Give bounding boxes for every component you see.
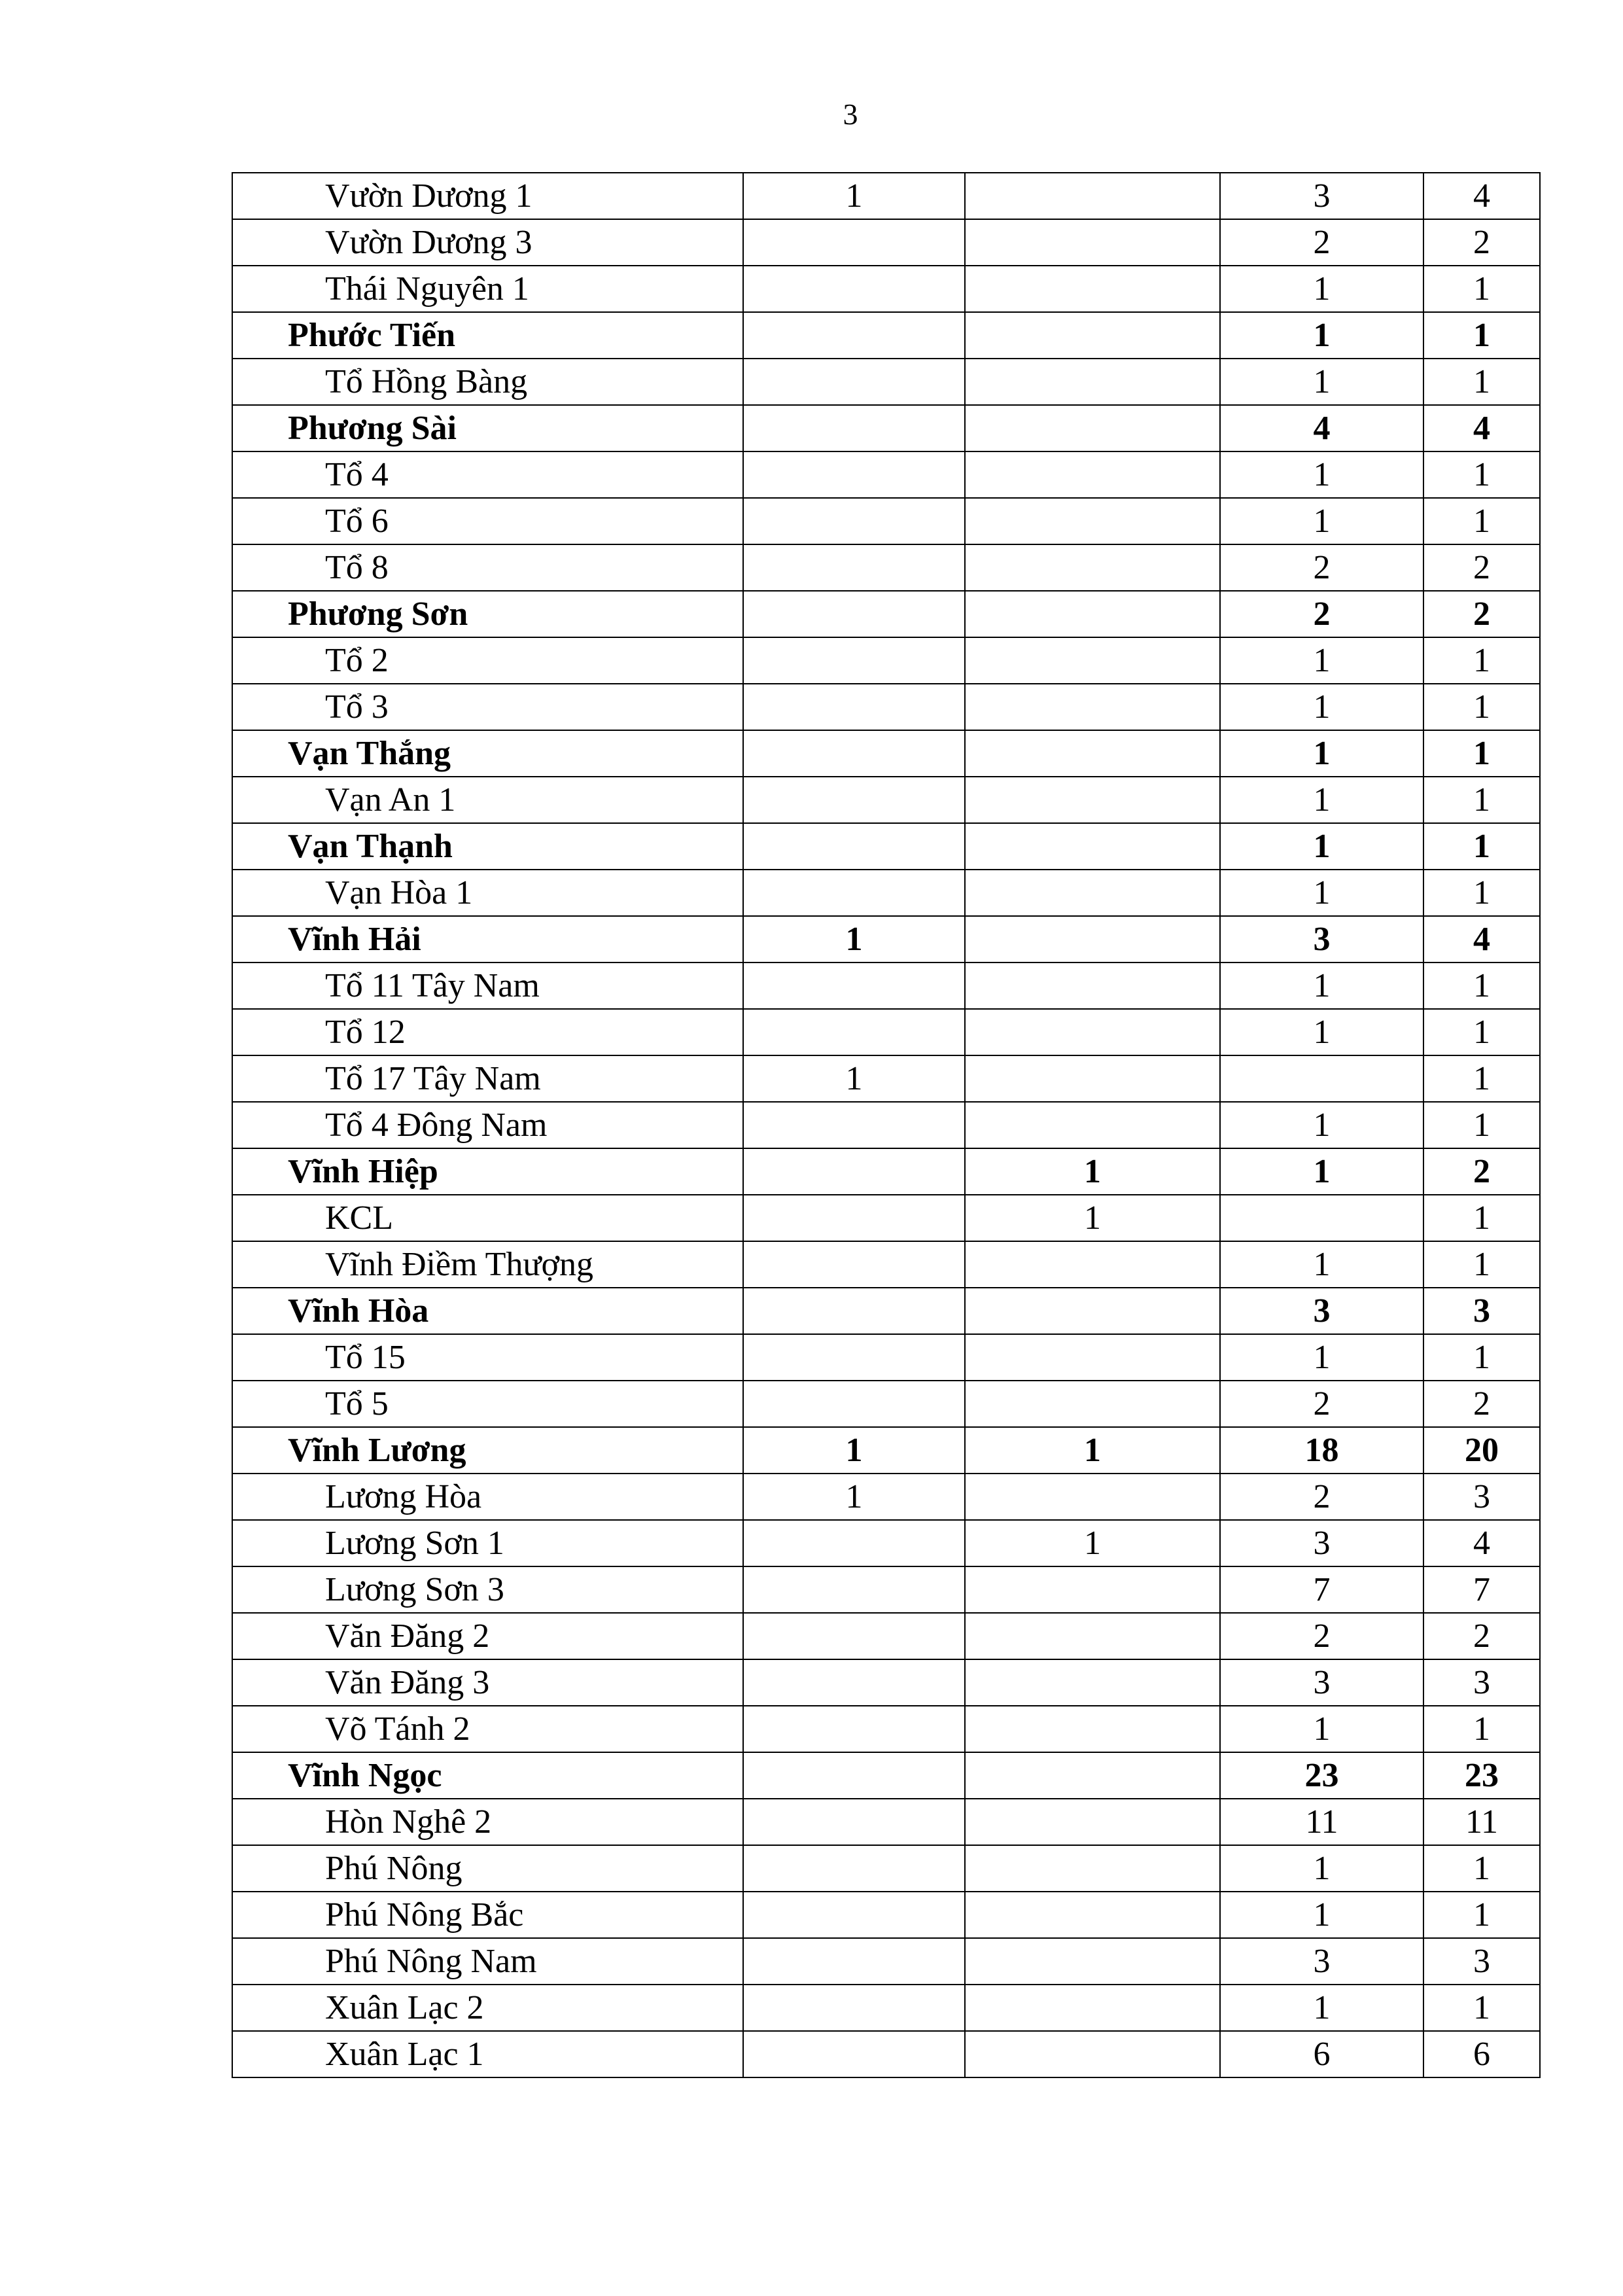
cell-col-2: [965, 405, 1220, 451]
cell-col-2: 1: [965, 1148, 1220, 1195]
cell-col-2: [965, 1102, 1220, 1148]
table-row-group: [232, 1148, 1540, 1195]
cell-col-4: 1: [1423, 498, 1540, 544]
cell-col-2: [965, 2031, 1220, 2077]
cell-col-3: 6: [1220, 2031, 1423, 2077]
cell-name: Tổ 12: [232, 1009, 743, 1055]
cell-col-2: [965, 312, 1220, 359]
cell-col-1: [743, 1845, 965, 1892]
cell-col-2: [965, 1055, 1220, 1102]
cell-name: Tổ 17 Tây Nam: [232, 1055, 743, 1102]
cell-col-1: 1: [743, 916, 965, 963]
cell-col-4: 2: [1423, 591, 1540, 637]
cell-name: Tổ 8: [232, 544, 743, 591]
cell-name: Phước Tiến: [232, 312, 743, 359]
table-row: [232, 1938, 1540, 1985]
cell-col-1: [743, 1381, 965, 1427]
cell-col-1: [743, 1241, 965, 1288]
cell-name: Vạn Thạnh: [232, 823, 743, 870]
cell-col-4: 3: [1423, 1659, 1540, 1706]
table-row: [232, 173, 1540, 219]
cell-col-3: 1: [1220, 684, 1423, 730]
table-row: [232, 498, 1540, 544]
table-row: [232, 1055, 1540, 1102]
cell-name: Tổ 6: [232, 498, 743, 544]
cell-col-1: [743, 1102, 965, 1148]
cell-col-2: [965, 219, 1220, 266]
cell-name: Vườn Dương 1: [232, 173, 743, 219]
table-row-group: [232, 591, 1540, 637]
cell-name: Vĩnh Điềm Thượng: [232, 1241, 743, 1288]
table-row: [232, 266, 1540, 312]
cell-col-1: [743, 266, 965, 312]
cell-col-3: [1220, 1195, 1423, 1241]
cell-col-2: [965, 1613, 1220, 1659]
table-row: [232, 1706, 1540, 1752]
cell-name: Hòn Nghê 2: [232, 1799, 743, 1845]
cell-col-1: 1: [743, 1474, 965, 1520]
cell-col-4: 1: [1423, 1334, 1540, 1381]
cell-col-3: 1: [1220, 870, 1423, 916]
cell-name: Vạn Hòa 1: [232, 870, 743, 916]
cell-col-4: 1: [1423, 684, 1540, 730]
cell-col-3: 1: [1220, 1009, 1423, 1055]
table-row-group: [232, 312, 1540, 359]
cell-col-4: 2: [1423, 544, 1540, 591]
cell-col-2: [965, 963, 1220, 1009]
table-row: [232, 1845, 1540, 1892]
table-row: [232, 219, 1540, 266]
cell-col-4: 4: [1423, 405, 1540, 451]
data-table: [232, 172, 1541, 2078]
table-row: [232, 1474, 1540, 1520]
cell-col-1: [743, 451, 965, 498]
cell-col-3: 3: [1220, 1938, 1423, 1985]
cell-name: Thái Nguyên 1: [232, 266, 743, 312]
cell-col-2: [965, 1288, 1220, 1334]
cell-col-2: [965, 916, 1220, 963]
cell-col-1: 1: [743, 173, 965, 219]
cell-col-1: [743, 1334, 965, 1381]
cell-col-2: [965, 1334, 1220, 1381]
cell-col-2: [965, 1845, 1220, 1892]
cell-col-3: 1: [1220, 1102, 1423, 1148]
cell-col-2: [965, 684, 1220, 730]
cell-col-4: 2: [1423, 1148, 1540, 1195]
cell-col-2: [965, 1752, 1220, 1799]
cell-name: Vĩnh Hải: [232, 916, 743, 963]
cell-col-3: 1: [1220, 637, 1423, 684]
cell-col-3: 2: [1220, 1381, 1423, 1427]
cell-name: Vạn An 1: [232, 777, 743, 823]
table-row: [232, 2031, 1540, 2077]
table-row-group: [232, 1288, 1540, 1334]
cell-name: Vĩnh Hiệp: [232, 1148, 743, 1195]
cell-col-1: [743, 359, 965, 405]
cell-col-3: 1: [1220, 823, 1423, 870]
cell-col-3: 3: [1220, 1659, 1423, 1706]
cell-col-1: [743, 219, 965, 266]
cell-col-4: 1: [1423, 266, 1540, 312]
cell-col-3: 18: [1220, 1427, 1423, 1474]
cell-col-2: [965, 730, 1220, 777]
cell-name: Phương Sài: [232, 405, 743, 451]
page-number: 3: [843, 97, 858, 131]
cell-col-3: 1: [1220, 266, 1423, 312]
cell-col-2: [965, 1381, 1220, 1427]
cell-name: Vĩnh Lương: [232, 1427, 743, 1474]
cell-col-4: 1: [1423, 870, 1540, 916]
cell-col-3: 1: [1220, 963, 1423, 1009]
cell-name: Tổ 4 Đông Nam: [232, 1102, 743, 1148]
cell-col-2: [965, 173, 1220, 219]
cell-col-3: 1: [1220, 359, 1423, 405]
cell-name: Lương Sơn 3: [232, 1566, 743, 1613]
cell-col-1: [743, 1706, 965, 1752]
table-row: [232, 1102, 1540, 1148]
table-row: [232, 1799, 1540, 1845]
table-row: [232, 1381, 1540, 1427]
cell-col-2: [965, 1566, 1220, 1613]
cell-name: Vạn Thắng: [232, 730, 743, 777]
cell-col-4: 3: [1423, 1938, 1540, 1985]
cell-col-4: 2: [1423, 1613, 1540, 1659]
cell-col-2: [965, 1659, 1220, 1706]
cell-col-4: 4: [1423, 173, 1540, 219]
cell-col-4: 23: [1423, 1752, 1540, 1799]
cell-name: Tổ 2: [232, 637, 743, 684]
cell-col-1: [743, 637, 965, 684]
cell-name: Tổ 15: [232, 1334, 743, 1381]
cell-col-2: [965, 544, 1220, 591]
cell-col-1: 1: [743, 1055, 965, 1102]
cell-col-1: [743, 1566, 965, 1613]
cell-col-4: 1: [1423, 730, 1540, 777]
table-row-group: [232, 823, 1540, 870]
cell-col-4: 1: [1423, 637, 1540, 684]
cell-col-2: [965, 1241, 1220, 1288]
cell-col-4: 6: [1423, 2031, 1540, 2077]
table-row: [232, 359, 1540, 405]
cell-col-1: [743, 777, 965, 823]
table-row-group: [232, 916, 1540, 963]
cell-col-1: [743, 1195, 965, 1241]
cell-col-4: 20: [1423, 1427, 1540, 1474]
cell-col-3: 11: [1220, 1799, 1423, 1845]
cell-col-3: 23: [1220, 1752, 1423, 1799]
cell-col-1: [743, 405, 965, 451]
cell-col-4: 4: [1423, 916, 1540, 963]
cell-col-1: [743, 730, 965, 777]
cell-col-3: 1: [1220, 1706, 1423, 1752]
cell-name: Xuân Lạc 2: [232, 1985, 743, 2031]
cell-col-2: [965, 870, 1220, 916]
cell-name: Vĩnh Ngọc: [232, 1752, 743, 1799]
cell-col-2: [965, 1706, 1220, 1752]
cell-col-4: 1: [1423, 359, 1540, 405]
cell-col-3: 1: [1220, 1241, 1423, 1288]
table-row: [232, 870, 1540, 916]
cell-col-2: [965, 1474, 1220, 1520]
cell-col-2: 1: [965, 1520, 1220, 1566]
cell-name: Lương Hòa: [232, 1474, 743, 1520]
cell-col-3: 2: [1220, 1474, 1423, 1520]
table-row: [232, 684, 1540, 730]
cell-col-1: [743, 1659, 965, 1706]
cell-name: Phú Nông Bắc: [232, 1892, 743, 1938]
cell-name: Vĩnh Hòa: [232, 1288, 743, 1334]
cell-col-3: 2: [1220, 219, 1423, 266]
cell-col-3: 3: [1220, 1288, 1423, 1334]
table-row-group: [232, 1427, 1540, 1474]
cell-col-3: 1: [1220, 498, 1423, 544]
cell-col-4: 2: [1423, 219, 1540, 266]
table-row: [232, 1659, 1540, 1706]
cell-name: Phú Nông: [232, 1845, 743, 1892]
cell-col-4: 7: [1423, 1566, 1540, 1613]
cell-col-3: 2: [1220, 544, 1423, 591]
cell-col-3: 1: [1220, 312, 1423, 359]
cell-col-2: [965, 637, 1220, 684]
cell-col-2: [965, 498, 1220, 544]
cell-col-1: [743, 312, 965, 359]
cell-col-3: 1: [1220, 1892, 1423, 1938]
table-row-group: [232, 405, 1540, 451]
cell-col-1: [743, 2031, 965, 2077]
table-row: [232, 1195, 1540, 1241]
cell-name: Lương Sơn 1: [232, 1520, 743, 1566]
cell-col-4: 1: [1423, 777, 1540, 823]
cell-col-4: 1: [1423, 963, 1540, 1009]
cell-col-3: 7: [1220, 1566, 1423, 1613]
cell-col-1: [743, 684, 965, 730]
cell-name: Văn Đăng 3: [232, 1659, 743, 1706]
cell-col-4: 3: [1423, 1288, 1540, 1334]
cell-col-1: [743, 1288, 965, 1334]
cell-col-2: [965, 591, 1220, 637]
cell-col-1: [743, 1520, 965, 1566]
cell-col-1: [743, 498, 965, 544]
table-row-group: [232, 1752, 1540, 1799]
cell-name: Vườn Dương 3: [232, 219, 743, 266]
cell-col-2: [965, 266, 1220, 312]
cell-name: Võ Tánh 2: [232, 1706, 743, 1752]
table-row: [232, 777, 1540, 823]
table-row: [232, 1566, 1540, 1613]
cell-col-2: [965, 1938, 1220, 1985]
cell-col-1: [743, 823, 965, 870]
cell-col-3: 1: [1220, 1148, 1423, 1195]
cell-col-3: 2: [1220, 1613, 1423, 1659]
cell-col-4: 4: [1423, 1520, 1540, 1566]
cell-col-2: [965, 451, 1220, 498]
table-row: [232, 544, 1540, 591]
table-row: [232, 1613, 1540, 1659]
table-row: [232, 1241, 1540, 1288]
cell-col-1: [743, 1148, 965, 1195]
cell-col-1: [743, 963, 965, 1009]
cell-col-2: [965, 1799, 1220, 1845]
cell-col-3: 4: [1220, 405, 1423, 451]
cell-col-1: [743, 1799, 965, 1845]
table-row: [232, 1334, 1540, 1381]
cell-col-2: 1: [965, 1195, 1220, 1241]
cell-col-4: 1: [1423, 1845, 1540, 1892]
cell-col-1: [743, 1752, 965, 1799]
table-row-group: [232, 730, 1540, 777]
cell-col-3: 3: [1220, 173, 1423, 219]
cell-name: KCL: [232, 1195, 743, 1241]
cell-col-4: 1: [1423, 1241, 1540, 1288]
cell-col-1: [743, 1985, 965, 2031]
cell-col-3: 3: [1220, 916, 1423, 963]
cell-col-2: [965, 777, 1220, 823]
cell-name: Tổ Hồng Bàng: [232, 359, 743, 405]
cell-col-3: 1: [1220, 1845, 1423, 1892]
cell-col-4: 3: [1423, 1474, 1540, 1520]
cell-col-1: [743, 870, 965, 916]
cell-col-3: 1: [1220, 777, 1423, 823]
cell-col-3: [1220, 1055, 1423, 1102]
table-row: [232, 1892, 1540, 1938]
cell-name: Tổ 11 Tây Nam: [232, 963, 743, 1009]
table-row: [232, 1520, 1540, 1566]
cell-col-4: 1: [1423, 1985, 1540, 2031]
cell-col-1: [743, 1009, 965, 1055]
cell-col-4: 1: [1423, 1102, 1540, 1148]
cell-col-4: 1: [1423, 1195, 1540, 1241]
cell-col-2: [965, 823, 1220, 870]
cell-name: Tổ 3: [232, 684, 743, 730]
table-body: [232, 173, 1540, 2077]
cell-col-4: 1: [1423, 312, 1540, 359]
cell-col-3: 3: [1220, 1520, 1423, 1566]
table-row: [232, 1009, 1540, 1055]
cell-col-4: 1: [1423, 1706, 1540, 1752]
cell-name: Tổ 4: [232, 451, 743, 498]
cell-col-2: [965, 1892, 1220, 1938]
cell-col-1: [743, 1892, 965, 1938]
cell-col-4: 1: [1423, 1055, 1540, 1102]
cell-col-3: 1: [1220, 1985, 1423, 2031]
cell-name: Tổ 5: [232, 1381, 743, 1427]
cell-col-3: 2: [1220, 591, 1423, 637]
table-row: [232, 637, 1540, 684]
cell-col-4: 2: [1423, 1381, 1540, 1427]
cell-col-4: 1: [1423, 1009, 1540, 1055]
cell-col-2: [965, 1009, 1220, 1055]
cell-col-1: [743, 1938, 965, 1985]
table-row: [232, 1985, 1540, 2031]
cell-col-1: [743, 591, 965, 637]
cell-col-4: 11: [1423, 1799, 1540, 1845]
cell-col-1: [743, 544, 965, 591]
cell-name: Phương Sơn: [232, 591, 743, 637]
cell-col-3: 1: [1220, 451, 1423, 498]
cell-col-3: 1: [1220, 730, 1423, 777]
cell-col-1: 1: [743, 1427, 965, 1474]
cell-col-2: [965, 1985, 1220, 2031]
table-row: [232, 451, 1540, 498]
cell-col-3: 1: [1220, 1334, 1423, 1381]
cell-name: Phú Nông Nam: [232, 1938, 743, 1985]
table-row: [232, 963, 1540, 1009]
cell-col-4: 1: [1423, 823, 1540, 870]
cell-col-2: 1: [965, 1427, 1220, 1474]
cell-name: Xuân Lạc 1: [232, 2031, 743, 2077]
cell-col-1: [743, 1613, 965, 1659]
cell-col-4: 1: [1423, 451, 1540, 498]
cell-col-2: [965, 359, 1220, 405]
cell-col-4: 1: [1423, 1892, 1540, 1938]
cell-name: Văn Đăng 2: [232, 1613, 743, 1659]
